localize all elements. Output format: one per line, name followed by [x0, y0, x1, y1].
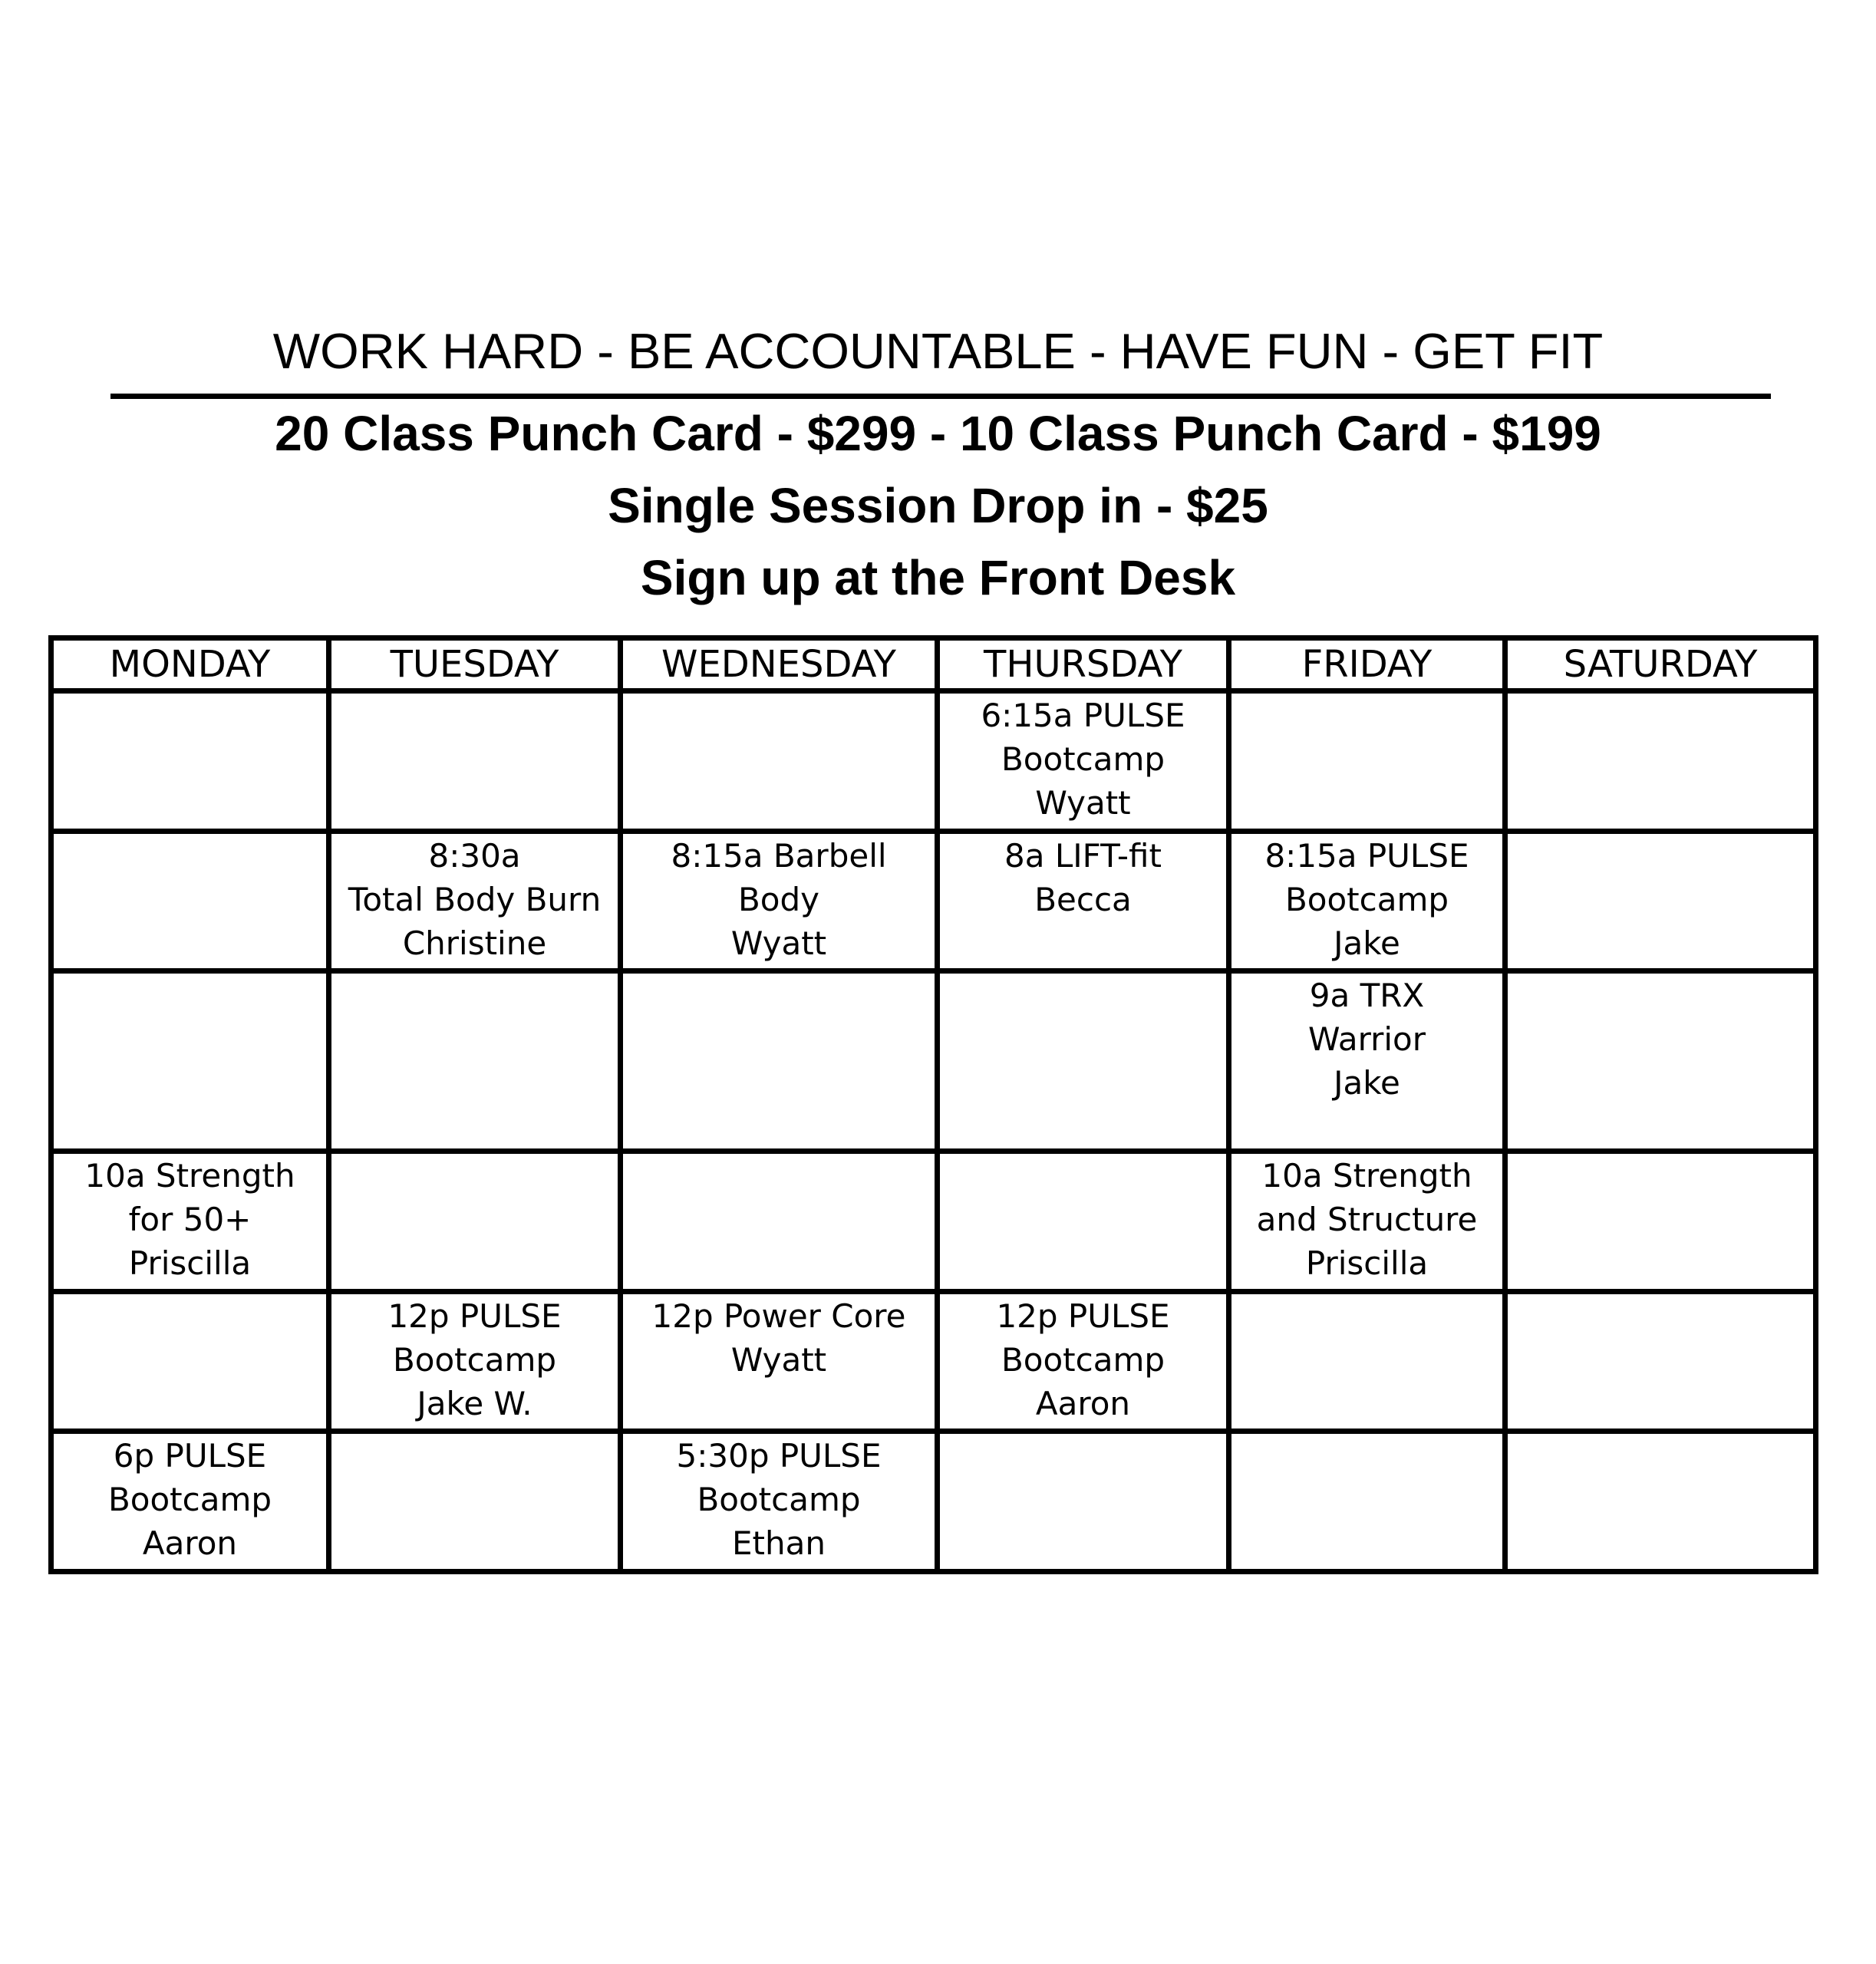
class-cell [1505, 831, 1816, 971]
class-cell [1505, 1152, 1816, 1292]
class-cell [621, 691, 938, 832]
class-cell [938, 1432, 1229, 1572]
schedule-row [51, 971, 1816, 1152]
class-cell: 8:15a Barbell Body Wyatt [621, 831, 938, 971]
schedule-row [51, 1152, 1816, 1292]
class-cell [621, 971, 938, 1152]
class-cell [1505, 1432, 1816, 1572]
class-cell: 8:30a Total Body Burn Christine [329, 831, 621, 971]
class-cell [51, 1291, 329, 1432]
pricing-drop-in: Single Session Drop in - $25 [608, 478, 1268, 533]
pricing-punch-cards: 20 Class Punch Card - $299 - 10 Class Punch Card - $199 [275, 406, 1601, 461]
class-cell [51, 831, 329, 971]
schedule-row [51, 831, 1816, 971]
day-header-tuesday: TUESDAY [329, 638, 621, 691]
class-cell: 12p PULSE Bootcamp Jake W. [329, 1291, 621, 1432]
class-cell [51, 971, 329, 1152]
class-cell [1229, 1291, 1505, 1432]
class-cell [938, 1152, 1229, 1292]
class-cell: 10a Strength and Structure Priscilla [1229, 1152, 1505, 1292]
class-cell: 6:15a PULSE Bootcamp Wyatt [938, 691, 1229, 832]
class-cell: 9a TRX Warrior Jake [1229, 971, 1505, 1152]
class-cell: 6p PULSE Bootcamp Aaron [51, 1432, 329, 1572]
day-header-saturday: SATURDAY [1505, 638, 1816, 691]
class-cell [1505, 971, 1816, 1152]
divider-rule [110, 394, 1771, 399]
class-cell: 8a LIFT-fit Becca [938, 831, 1229, 971]
schedule-row [51, 1291, 1816, 1432]
class-cell [329, 1152, 621, 1292]
day-header-monday: MONDAY [51, 638, 329, 691]
class-cell [621, 1152, 938, 1292]
class-cell [51, 691, 329, 832]
class-cell [329, 691, 621, 832]
class-cell [329, 1432, 621, 1572]
class-cell: 12p PULSE Bootcamp Aaron [938, 1291, 1229, 1432]
class-cell: 10a Strength for 50+ Priscilla [51, 1152, 329, 1292]
class-cell: 12p Power Core Wyatt [621, 1291, 938, 1432]
schedule-row [51, 691, 1816, 832]
class-cell: 8:15a PULSE Bootcamp Jake [1229, 831, 1505, 971]
class-cell [938, 971, 1229, 1152]
class-cell [1229, 1432, 1505, 1572]
tagline: WORK HARD - BE ACCOUNTABLE - HAVE FUN - GET FIT [272, 323, 1604, 379]
class-cell [329, 971, 621, 1152]
class-cell [1505, 691, 1816, 832]
class-cell [1505, 1291, 1816, 1432]
class-cell [1229, 691, 1505, 832]
schedule-row [51, 1432, 1816, 1572]
day-header-thursday: THURSDAY [938, 638, 1229, 691]
class-cell: 5:30p PULSE Bootcamp Ethan [621, 1432, 938, 1572]
day-header-friday: FRIDAY [1229, 638, 1505, 691]
signup-note: Sign up at the Front Desk [640, 550, 1236, 605]
class-schedule-table [48, 635, 1818, 1574]
day-header-wednesday: WEDNESDAY [621, 638, 938, 691]
day-header-row [51, 638, 1816, 691]
